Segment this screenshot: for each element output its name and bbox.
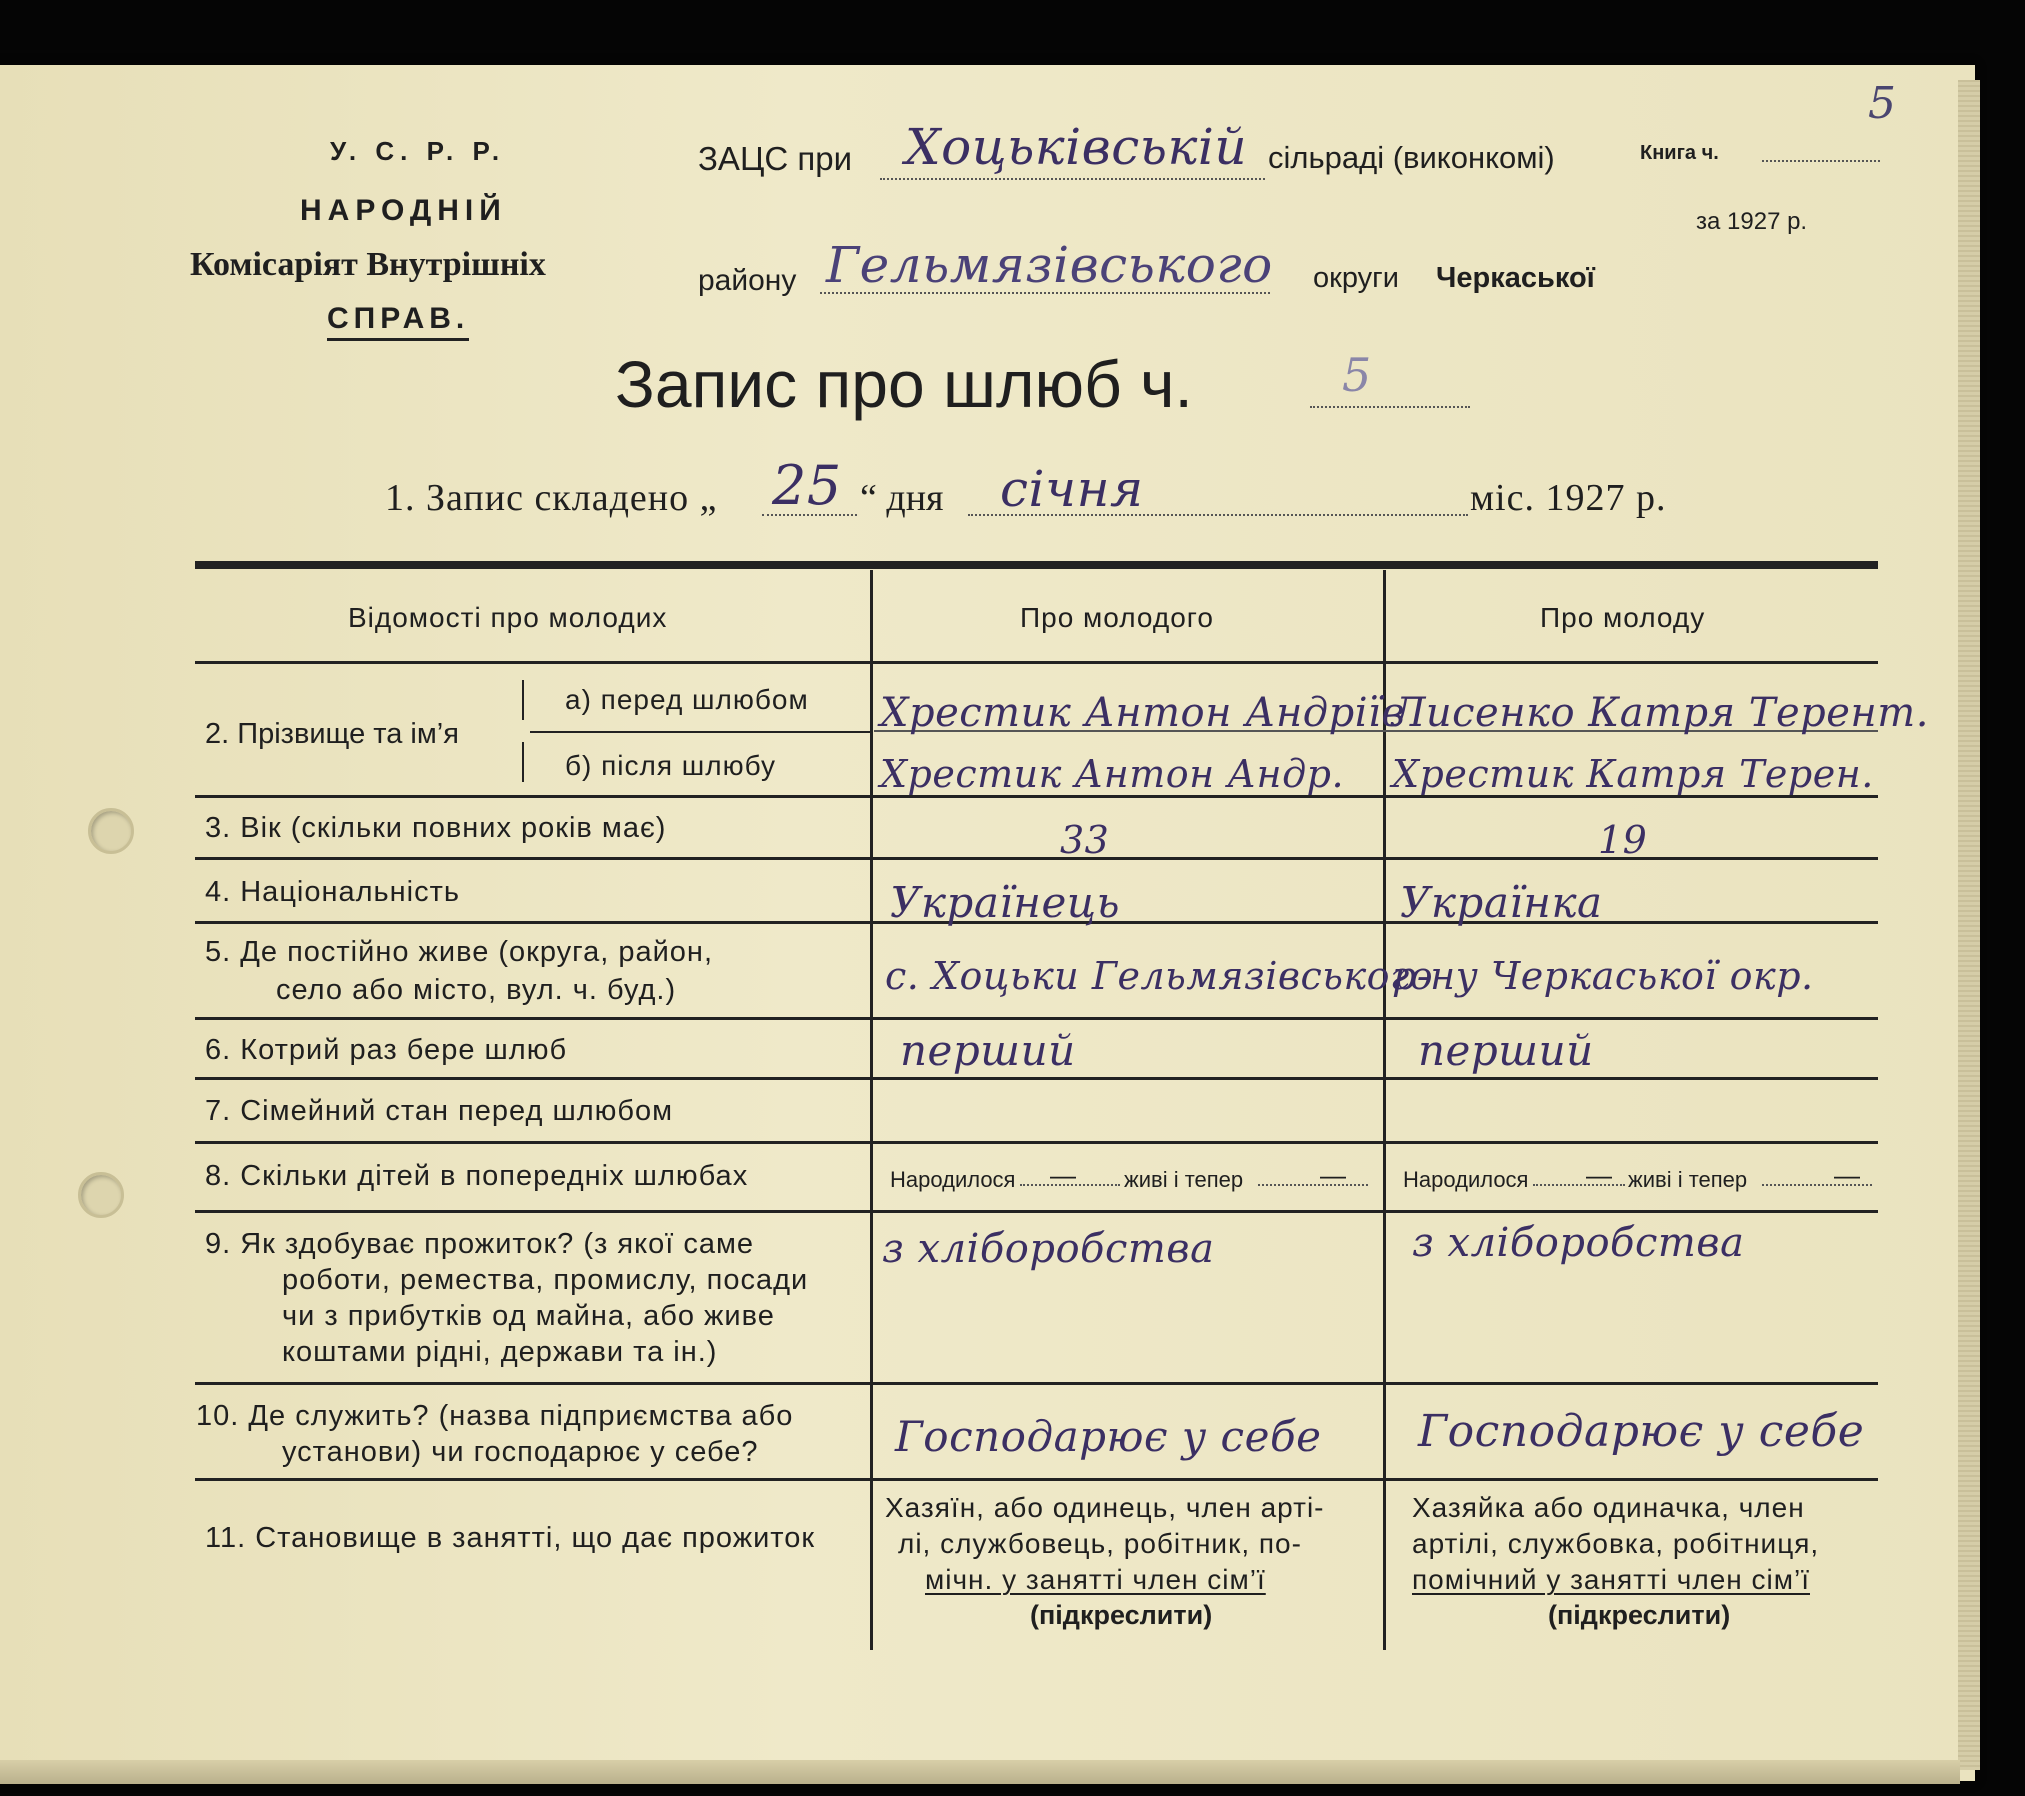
bride-children-alive-label: живі і тепер (1628, 1167, 1748, 1192)
bride-status-options-line3: помічний у занятті член сім’ї (1412, 1564, 1810, 1595)
line1-suffix: міс. 1927 р. (1470, 477, 1667, 519)
groom-children-born-label: Народилося (890, 1167, 1016, 1192)
header-groom: Про молодого (1020, 602, 1214, 633)
page-number: 5 (1868, 78, 1897, 129)
groom-children-born: — (1050, 1160, 1076, 1190)
row9-label-line2: роботи, ремества, промислу, посади (282, 1264, 809, 1296)
groom-livelihood: з хліборобства (882, 1226, 1215, 1272)
row5-label-line1: 5. Де постійно живе (округа, район, (205, 936, 714, 968)
zags-label: ЗАЦС при (698, 140, 853, 177)
groom-name-after: Хрестик Антон Андр. (880, 752, 1345, 796)
row6-label: 6. Котрий раз бере шлюб (205, 1034, 568, 1066)
groom-marriage-count: перший (900, 1026, 1076, 1075)
groom-name-before: Хрестик Антон Андріїв (880, 690, 1406, 736)
line1-prefix: 1. Запис складено „ (385, 477, 718, 519)
zags-suffix: сільраді (виконкомі) (1268, 140, 1555, 175)
row10-label-line2: установи) чи господарює у себе? (282, 1436, 759, 1468)
bride-marriage-count: перший (1418, 1026, 1594, 1075)
bride-name-before: Лисенко Катря Терент. (1392, 690, 1929, 736)
groom-workplace: Господарює у себе (895, 1412, 1322, 1461)
district-handwritten: Гельмязівського (826, 236, 1273, 294)
row4-label: 4. Національність (205, 876, 461, 908)
book-label: Книга ч. (1640, 142, 1719, 164)
row9-label-line3: чи з прибутків од майна, або живе (282, 1300, 775, 1332)
header-ussr: У. С. Р. Р. (330, 136, 506, 166)
header-sprav: СПРАВ. (327, 302, 469, 341)
year-label: за 1927 р. (1696, 208, 1808, 235)
header-narodniy: НАРОДНІЙ (300, 194, 507, 227)
groom-status-note: (підкреслити) (1030, 1600, 1213, 1630)
row2-before-label: а) перед шлюбом (565, 684, 809, 715)
row5-label-line2: село або місто, вул. ч. буд.) (276, 974, 677, 1006)
row7-label: 7. Сімейний стан перед шлюбом (205, 1095, 674, 1127)
bride-nationality: Українка (1400, 878, 1603, 927)
okrug-label: округи (1313, 262, 1399, 294)
bride-status-options-line2: артілі, службовка, робітниця, (1412, 1528, 1820, 1559)
header-info: Відомості про молодих (348, 602, 668, 633)
line1-day: 25 (772, 454, 842, 517)
groom-nationality: Українець (890, 878, 1120, 927)
row2-label: 2. Прізвище та ім’я (205, 718, 459, 750)
groom-status-options-line3: мічн. у занятті член сім’ї (925, 1564, 1266, 1595)
header-bride: Про молоду (1540, 602, 1706, 633)
page-stack-edge (1958, 80, 1980, 1770)
record-title: Запис про шлюб ч. (615, 347, 1193, 421)
bride-workplace: Господарює у себе (1418, 1406, 1865, 1457)
groom-residence: с. Хоцьки Гельмязівського (885, 954, 1434, 998)
groom-children-alive: — (1320, 1160, 1346, 1190)
line1-mid: “ дня (860, 477, 944, 519)
bride-age: 19 (1598, 818, 1648, 862)
groom-children-alive-label: живі і тепер (1124, 1167, 1244, 1192)
bride-children-alive: — (1834, 1160, 1860, 1190)
groom-status-options-line2: лі, службовець, робітник, по- (898, 1528, 1302, 1559)
record-number: 5 (1342, 348, 1372, 402)
row9-label-line4: коштами рідні, держави та ін.) (282, 1336, 718, 1368)
groom-age: 33 (1060, 818, 1110, 862)
bride-children-born: — (1586, 1160, 1612, 1190)
binding-hole (88, 808, 134, 854)
bride-livelihood: з хліборобства (1412, 1220, 1745, 1266)
groom-status-options-line1: Хазяїн, або одинець, член арті- (885, 1492, 1325, 1523)
district-label: району (698, 264, 797, 297)
okrug-value: Черкаської (1436, 262, 1595, 294)
bride-children-born-label: Народилося (1403, 1167, 1529, 1192)
row10-label-line1: 10. Де служить? (назва підприємства або (196, 1400, 794, 1432)
zags-village-handwritten: Хоцьківській (905, 118, 1248, 176)
bride-residence: р-ну Черкаської окр. (1392, 954, 1814, 998)
row8-label: 8. Скільки дітей в попередніх шлюбах (205, 1160, 749, 1192)
binding-hole (78, 1172, 124, 1218)
bride-name-after: Хрестик Катря Терен. (1392, 752, 1874, 796)
page-stack-bottom (0, 1760, 1960, 1784)
row9-label-line1: 9. Як здобуває прожиток? (з якої саме (205, 1228, 755, 1260)
row3-label: 3. Вік (скільки повних років має) (205, 812, 667, 844)
bride-status-options-line1: Хазяйка або одиначка, член (1412, 1492, 1805, 1523)
bride-status-note: (підкреслити) (1548, 1600, 1731, 1630)
header-komisariat: Комісаріят Внутрішніх (190, 246, 546, 283)
row2-after-label: б) після шлюбу (565, 750, 777, 781)
table-top-rule (195, 561, 1878, 569)
line1-month: січня (1000, 460, 1144, 518)
row11-label: 11. Становище в занятті, що дає прожиток (205, 1522, 816, 1554)
